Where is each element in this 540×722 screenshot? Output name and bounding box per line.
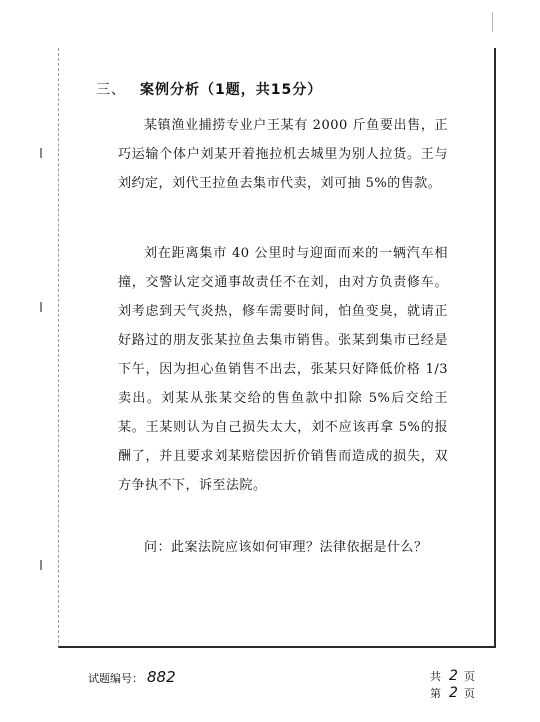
page-counter xyxy=(430,668,475,702)
total-pages xyxy=(430,668,475,685)
current-page-suffix: 页 xyxy=(463,687,475,700)
current-page xyxy=(430,685,475,702)
total-pages-prefix: 共 xyxy=(430,670,441,683)
section-number: 三、 xyxy=(96,82,126,98)
case-paragraph-1: 某镇渔业捕捞专业户王某有 2000 斤鱼要出售，正巧运输个体户刘某开着拖拉机去城里为别人拉货。王与刘约定，刘代王拉鱼去集市代卖，刘可抽 5%的售款。 xyxy=(118,118,448,191)
corner-mark xyxy=(492,12,493,32)
section-title: 案例分析（1题，共15分） xyxy=(140,82,323,98)
binding-margin-marks xyxy=(40,0,46,722)
exam-code xyxy=(88,668,176,686)
exam-code-label: 试题编号： xyxy=(88,672,143,685)
current-page-prefix: 第 xyxy=(430,687,441,700)
section-heading xyxy=(96,79,322,99)
total-pages-value: 2 xyxy=(449,668,458,684)
current-page-value: 2 xyxy=(449,685,458,701)
case-question: 问：此案法院应该如何审理？法律依据是什么？ xyxy=(144,540,428,555)
exam-code-value: 882 xyxy=(147,668,176,686)
case-paragraph-2: 刘在距离集市 40 公里时与迎面而来的一辆汽车相撞，交警认定交通事故责任不在刘，由对方负责修车。刘考虑到天气炎热，修车需要时间，怕鱼变臭，就请正好路过的朋友张某拉鱼去集市销售。张某到集市已经是下午，因为担心鱼销售不出去，张某只好降低价格 1/3 卖出。刘某从张某交给的售鱼款中扣除 5%后交给王某。王某则认为自己损失太大，刘不应该再拿 5%的报酬了，并且要求刘某赔偿因折价销售而造成的损失，双方争执不下，诉至法院。 xyxy=(118,246,448,493)
total-pages-suffix: 页 xyxy=(463,670,475,683)
